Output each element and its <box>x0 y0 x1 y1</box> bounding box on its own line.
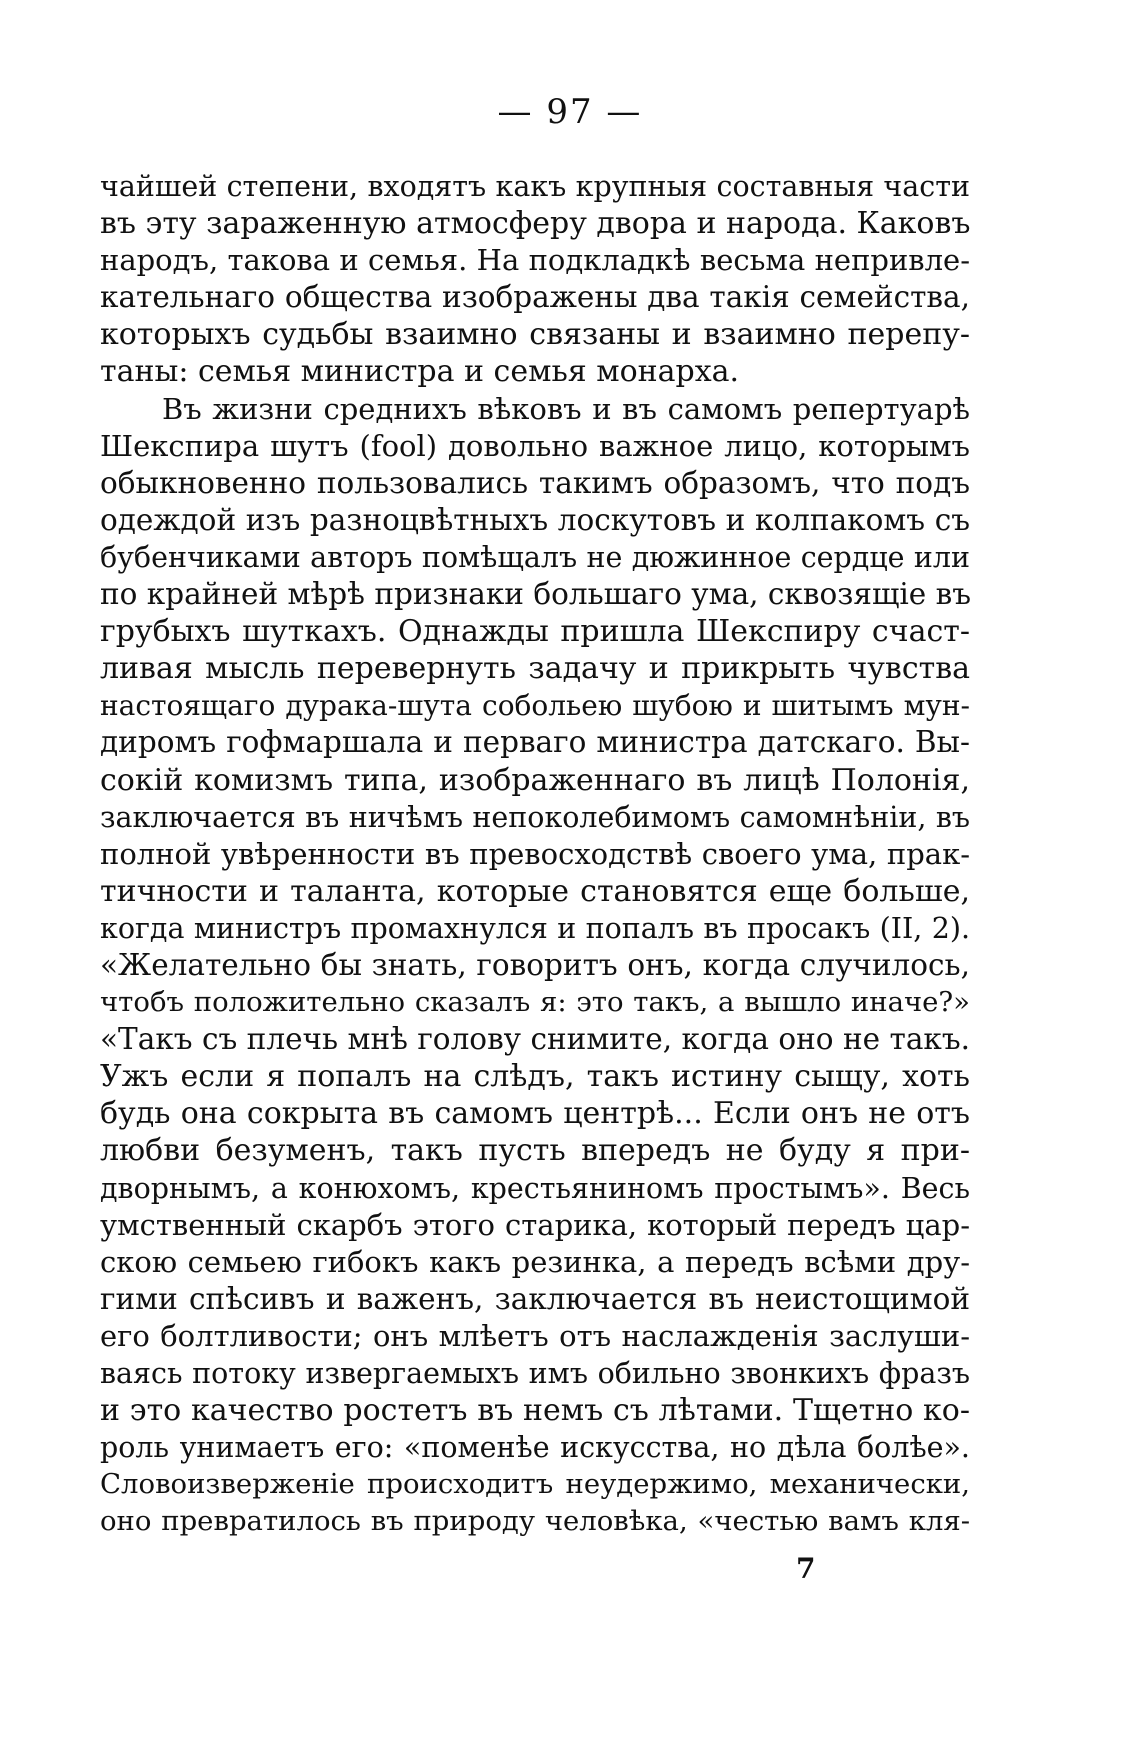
text-line: гими спѣсивъ и важенъ, заключается въ неистощимой <box>100 1281 970 1316</box>
text-line: его болтливости; онъ млѣетъ отъ наслажденія заслуши- <box>100 1318 970 1353</box>
text-line: оно превратилось въ природу человѣка, «честью вамъ кля- <box>100 1505 970 1538</box>
body-text <box>100 168 970 1540</box>
text-line: настоящаго дурака-шута собольею шубою и шитымъ мун- <box>100 689 970 723</box>
text-line: въ эту зараженную атмосферу двора и народа. Каковъ <box>100 206 971 242</box>
text-line: полной увѣренности въ превосходствѣ своего ума, прак- <box>100 836 970 871</box>
text-line: чтобъ положительно сказалъ я: это такъ, а вышло иначе?» <box>100 986 970 1019</box>
text-line: «Такъ съ плечь мнѣ голову снимите, когда оно не такъ. <box>100 1022 970 1057</box>
text-line: роль унимаетъ его: «поменѣе искусства, но дѣла болѣе». <box>100 1431 970 1465</box>
page-number: — 97 — <box>497 92 643 132</box>
text-line: будь она сокрыта въ самомъ центрѣ... Если онъ не отъ <box>100 1096 970 1132</box>
text-line: ливая мысль перевернуть задачу и прикрыть чувства <box>100 651 970 687</box>
text-line: Въ жизни среднихъ вѣковъ и въ самомъ репертуарѣ <box>162 391 970 426</box>
text-line: Шекспира шутъ (fool) довольно важное лицо, которымъ <box>100 428 970 463</box>
text-line: заключается въ ничѣмъ непоколебимомъ самомнѣніи, въ <box>100 800 970 834</box>
text-line: народъ, такова и семья. На подкладкѣ весьма непривле- <box>100 243 970 278</box>
signature-mark: 7 <box>796 1552 816 1585</box>
text-line: кательнаго общества изображены два такія семейства, <box>100 280 970 315</box>
text-line: таны: семья министра и семья монарха. <box>100 354 740 390</box>
text-line: ваясь потоку извергаемыхъ имъ обильно звонкихъ фразъ <box>100 1357 970 1390</box>
text-line: которыхъ судьбы взаимно связаны и взаимно перепу- <box>100 317 970 353</box>
text-line: дворнымъ, а конюхомъ, крестьяниномъ простымъ». Весь <box>100 1171 970 1205</box>
text-line: скою семьею гибокъ какъ резинка, а передъ всѣми дру- <box>100 1244 970 1279</box>
text-line: тичности и таланта, которые становятся еще больше, <box>100 873 970 909</box>
text-line: умственный скарбъ этого старика, который передъ цар- <box>100 1207 970 1242</box>
text-line: Ужъ если я попалъ на слѣдъ, такъ истину сыщу, хоть <box>100 1059 970 1095</box>
text-line: Словоизверженіе происходитъ неудержимо, механически, <box>100 1468 970 1501</box>
text-line: одеждой изъ разноцвѣтныхъ лоскутовъ и колпакомъ съ <box>100 502 970 537</box>
text-line: когда министръ промахнулся и попалъ въ просакъ (II, 2). <box>100 911 970 945</box>
text-line: обыкновенно пользовались такимъ образомъ, что подъ <box>100 465 970 500</box>
text-line: по крайней мѣрѣ признаки большаго ума, сквозящіе въ <box>100 577 972 612</box>
text-line: «Желательно бы знать, говоритъ онъ, когда случилось, <box>100 947 970 982</box>
text-line: чайшей степени, входятъ какъ крупныя составныя части <box>100 170 970 203</box>
text-line: и это качество ростетъ въ немъ съ лѣтами. Тщетно ко- <box>100 1393 970 1429</box>
text-line: любви безуменъ, такъ пусть впередъ не буду я при- <box>100 1133 970 1169</box>
text-line: бубенчиками авторъ помѣщалъ не дюжинное сердце или <box>100 540 970 574</box>
text-line: диромъ гофмаршала и перваго министра датскаго. Вы- <box>100 725 970 760</box>
text-line: сокій комизмъ типа, изображеннаго въ лицѣ Полонія, <box>100 762 970 798</box>
text-line: грубыхъ шуткахъ. Однажды пришла Шекспиру счаст- <box>100 614 970 650</box>
